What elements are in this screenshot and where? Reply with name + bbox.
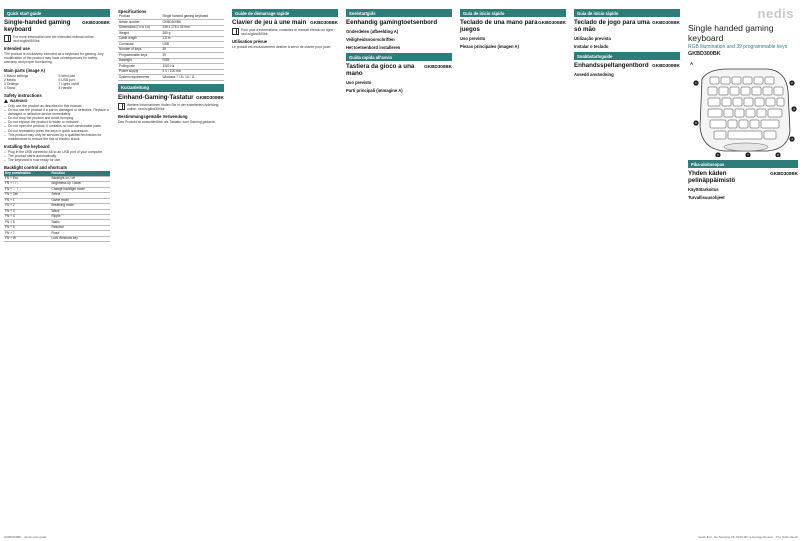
book-icon	[118, 103, 125, 110]
book-icon	[232, 28, 239, 35]
heading-installing: Installing the keyboard	[4, 143, 50, 149]
table-row: Cable length 1.8 m	[118, 36, 224, 41]
diagram-label: A	[690, 61, 694, 66]
heading-main-parts: Main parts (image A)	[4, 67, 46, 73]
specifications-table	[118, 15, 224, 81]
parts-list	[4, 74, 110, 90]
svg-text:7: 7	[747, 153, 749, 157]
warning-icon	[4, 99, 8, 103]
table-row: FN + 2 Breathing mode	[4, 204, 110, 209]
column-english	[0, 6, 114, 531]
manual-note-de: Weitere Informationen finden Sie in der erweiterten Anleitung online: ned.is/gkbd300bk	[118, 103, 224, 111]
model-code-fi: GKBD300BK	[770, 171, 798, 176]
svg-text:1: 1	[695, 81, 697, 85]
svg-text:8: 8	[777, 153, 779, 157]
section-title-it: GKBD300BK Tastiera da gioco a una mano	[346, 63, 452, 77]
model-code-fr: GKBD300BK	[310, 20, 338, 25]
table-row: FN + 1 Game mode	[4, 198, 110, 203]
table-row: FN + 7 Fixed	[4, 231, 110, 236]
section-title-nl: Eenhandig gamingtoetsenbord	[346, 19, 438, 26]
list-item: 7 Lights on/off	[58, 81, 80, 86]
table-row: System requirements Windows 7 / 8 / 10 / 11	[118, 75, 224, 80]
table-row: Backlight RGB	[118, 58, 224, 63]
section-title-sv: GKBD300BK Enhandsspeltangentbord	[574, 62, 680, 69]
model-code-sv: GKBD300BK	[652, 63, 680, 68]
section-band-fi: Pika-aloitusopas	[688, 160, 798, 168]
list-item: 3 Settings	[4, 81, 19, 86]
keyboard-illustration	[688, 61, 798, 157]
table-row: Programmable keys 39	[118, 53, 224, 58]
heading-install-nl: Het toetsenbord installeren	[346, 45, 401, 50]
model-code-en: GKBD300BK	[82, 20, 110, 25]
heading-intended-use: Intended use	[4, 46, 30, 51]
heading-intended-use-es: Uso previsto	[460, 36, 486, 41]
list-item: 2 Media	[4, 77, 16, 82]
column-spanish	[456, 6, 570, 531]
text-intended-use-de: Das Produkt ist ausschließlich als Tastatur zum Gaming gedacht.	[118, 119, 216, 124]
svg-text:2: 2	[791, 81, 793, 85]
table-row: FN + 3 Wave	[4, 209, 110, 214]
section-title-es: GKBD300BK Teclado de una mano para juegos	[460, 19, 566, 33]
brand-logo: nedis	[757, 6, 794, 21]
model-code-it: GKBD300BK	[424, 64, 452, 69]
list-item: – Only use the product as described in this manual.	[4, 104, 110, 108]
svg-text:5: 5	[695, 121, 697, 125]
section-band-nl: Snelstartgids	[346, 9, 452, 17]
section-band-pt: Guia de início rápido	[574, 9, 680, 17]
heading-parts-es: Piezas principales (imagen A)	[460, 44, 519, 49]
footer-right: Nedis B.V., De Tweeling 28, 5215 MC 's-Hertogenbosch – The Netherlands	[698, 535, 798, 539]
text-intended-use-fr: Le produit est exclusivement destiné à servir de clavier pour jouer.	[232, 45, 332, 49]
section-band-it: Guida rapida all'avvio	[346, 53, 452, 61]
section-title-fr: GKBD300BK Clavier de jeu à une main	[232, 19, 338, 26]
list-item: 1 Macro settings	[4, 73, 29, 78]
heading-intended-use-it: Uso previsto	[346, 80, 372, 85]
list-item: 4 Stand	[4, 85, 16, 90]
table-row: FN + Esc Backlight on / off	[4, 176, 110, 181]
list-item: – Do not open the product. It contains no user-serviceable parts.	[4, 124, 110, 128]
column-french	[228, 6, 342, 531]
section-band-fr: Guide de démarrage rapide	[232, 9, 338, 17]
table-row: FN + ← / → Change backlight mode	[4, 187, 110, 192]
table-row: Polling rate 1000 Hz	[118, 64, 224, 69]
list-item: – Plug in the USB connector A6 to an USB port of your computer.	[4, 150, 110, 154]
heading-safety-fi: Turvallisuusohjeet	[688, 195, 725, 200]
footer-left: GKBD300BK · Quick start guide	[4, 535, 47, 539]
heading-backlight: Backlight control and shortcuts	[4, 165, 68, 171]
heading-intended-use-pt: Utilização prevista	[574, 36, 611, 41]
table-row: Number of keys 39	[118, 47, 224, 52]
svg-text:4: 4	[791, 137, 793, 141]
heading-parts-nl: Onderdelen (afbeelding A)	[346, 29, 399, 34]
manual-note-en: For more information see the extended manual online: ned.is/gkbd300bk	[4, 35, 110, 43]
table-row: Weight 350 g	[118, 31, 224, 36]
list-item: – The product starts automatically.	[4, 154, 110, 158]
section-title-de: GKBD300BK Einhand-Gaming-Tastatur	[118, 93, 224, 101]
table-row: Connector USB	[118, 42, 224, 47]
heading-install-pt: Instalar o teclado	[574, 44, 609, 49]
heading-intended-use-fr: Utilisation prévue	[232, 39, 268, 44]
table-row: FN + 4 Ripple	[4, 214, 110, 219]
table-row: Dimensions (l x w x h) 245 x 176 x 45 mm	[118, 25, 224, 30]
table-row: FN + 6 Reactive	[4, 225, 110, 230]
heading-parts-it: Parti principali (immagine A)	[346, 88, 403, 93]
cover-model-code: GKBD300BK	[688, 51, 721, 57]
svg-text:6: 6	[717, 153, 719, 157]
column-cover	[684, 6, 802, 531]
svg-text:3: 3	[793, 107, 795, 111]
section-band-es: Guía de inicio rápido	[460, 9, 566, 17]
list-item: – Do not use the product if a part is damaged or defective. Replace a damaged or defective device immediately.	[4, 108, 110, 116]
table-row: Power supply 5 V / 100 mA	[118, 69, 224, 74]
section-title-en: GKBD300BK Single-handed gaming keyboard	[4, 19, 110, 33]
heading-intended-use-fi: Käyttötarkoitus	[688, 187, 719, 192]
model-code-pt: GKBD300BK	[652, 20, 680, 25]
model-code-de: GKBD300BK	[196, 94, 224, 100]
column-specs-german	[114, 6, 228, 531]
table-row: FN + Tab Select	[4, 193, 110, 198]
list-item: – Do not drop the product and avoid bumping.	[4, 116, 110, 120]
section-band-de: Kurzanleitung	[118, 84, 224, 92]
model-code-es: GKBD300BK	[538, 20, 566, 25]
heading-safety-nl: Veiligheidsvoorschriften	[346, 37, 395, 42]
text-intended-use: The product is exclusively intended as a keyboard for gaming. Any modification of the product may have consequences for safety, warranty and proper functioning.	[4, 52, 104, 65]
table-row: FN + W Lock Windows key	[4, 236, 110, 241]
book-icon	[4, 35, 11, 42]
list-item: – The keyboard is now ready for use.	[4, 158, 110, 162]
cover-title: Single handed gaming keyboard	[688, 23, 774, 43]
cover-subtitle: RGB illumination and 39 programmable keys	[688, 44, 788, 50]
column-portuguese-swedish	[570, 6, 684, 531]
section-band-sv: Snabbstartsguide	[574, 52, 680, 60]
list-item: – Do not expose the product to water or moisture.	[4, 120, 110, 124]
backlight-table	[4, 171, 110, 242]
section-title-pt: GKBD300BK Teclado de jogo para uma só mão	[574, 19, 680, 33]
section-title-fi: GKBD300BK Yhden käden pelinäppäimistö	[688, 170, 798, 184]
table-row: Article number GKBD300BK	[118, 20, 224, 25]
list-item: 6 USB port	[58, 77, 75, 82]
heading-specifications: Specifications	[118, 9, 147, 14]
table-row: FN + 5 Static	[4, 220, 110, 225]
list-item: – This product may only be serviced by a qualified technician for maintenance to reduce the risk of electric shock.	[4, 133, 110, 141]
heading-safety: Safety instructions	[4, 92, 42, 98]
column-dutch-italian	[342, 6, 456, 531]
table-row: FN + ↑ / ↓ Brightness up / down	[4, 182, 110, 187]
keyboard-diagram	[688, 61, 798, 157]
list-item: – Do not repeatedly press the keys in quick succession.	[4, 129, 110, 133]
heading-intended-use-de: Bestimmungsgemäße Verwendung	[118, 113, 188, 119]
list-item: 5 Wrist pad	[58, 73, 76, 78]
section-band-en: Quick start guide	[4, 9, 110, 17]
table-header-row: Key combination Function	[4, 171, 110, 176]
table-row: Product Single handed gaming keyboard	[118, 15, 224, 20]
warning-label: WARNING	[4, 99, 110, 103]
manual-note-fr: Pour plus d'informations, consultez le manuel étendu en ligne : ned.is/gkbd300bk	[232, 28, 338, 36]
heading-intended-use-sv: Avsedd användning	[574, 72, 614, 77]
list-item: 8 Handle	[58, 85, 72, 90]
